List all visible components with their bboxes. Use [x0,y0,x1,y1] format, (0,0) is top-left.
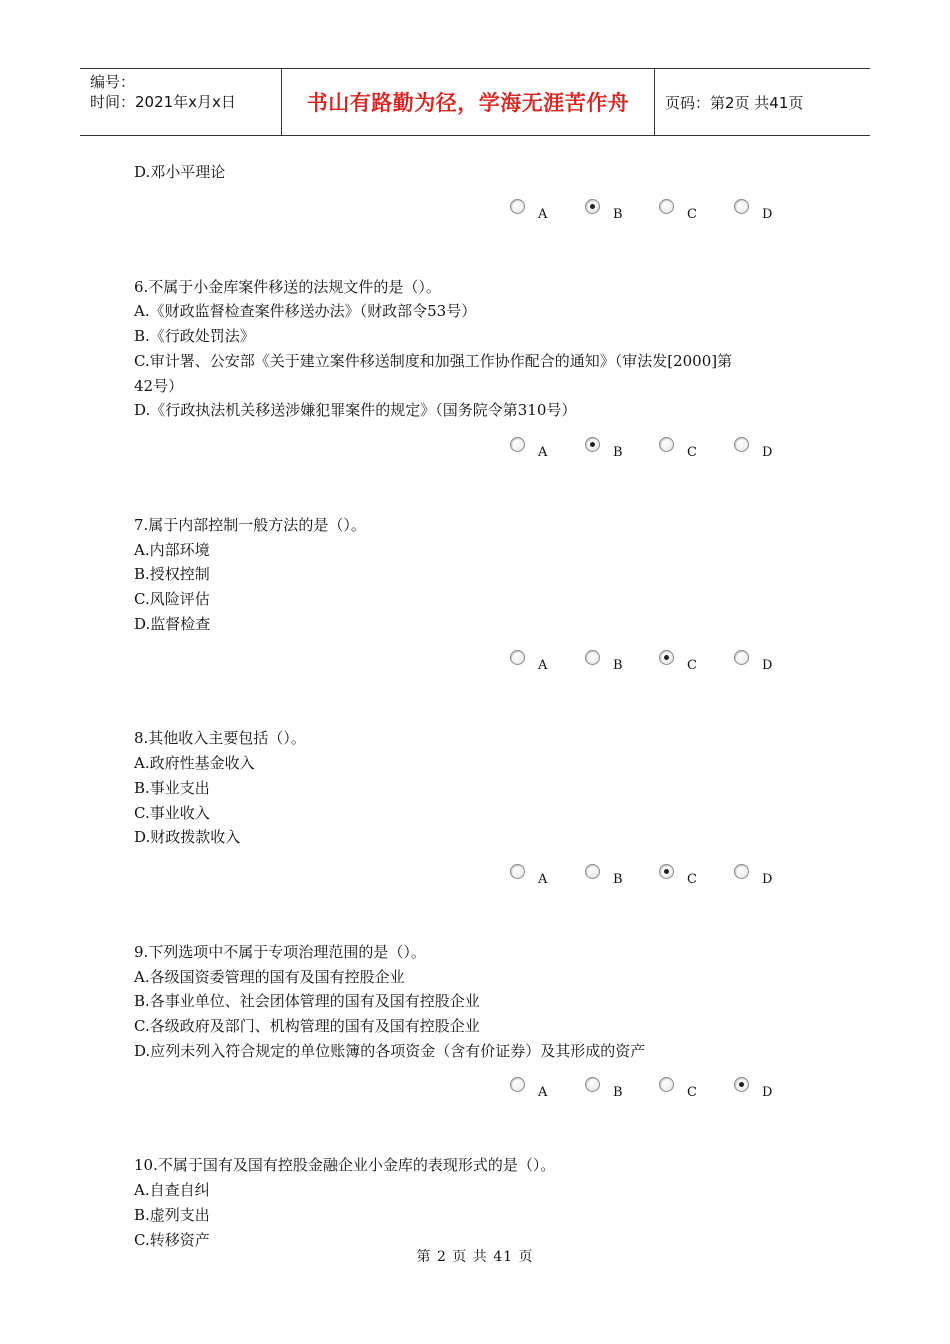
answer-choice-text: A.内部环境 [134,540,210,559]
option-a[interactable] [510,199,570,229]
option-label: B [613,658,623,674]
question-block [134,275,834,473]
question-block-previous [134,160,834,235]
answer-choice-text: C.转移资产 [134,1230,210,1249]
answer-choice-text: C.各级政府及部门、机构管理的国有及国有控股企业 [134,1017,480,1036]
spacer [134,686,834,726]
option-d[interactable] [734,437,794,467]
option-label: C [687,206,697,222]
document-time-label: 时间：2021年x月x日 [90,93,236,111]
option-a[interactable] [510,864,570,894]
radio-button-d[interactable] [734,199,749,214]
option-a[interactable] [510,437,570,467]
answer-choice-text: D.财政拨款收入 [134,828,241,847]
answer-choice-text: A.《财政监督检查案件移送办法》（财政部令53号） [134,302,477,321]
spacer [134,1113,834,1153]
question-block [134,1153,834,1252]
question-block [134,940,834,1114]
header-info-cell [80,69,282,135]
option-label: C [687,444,697,460]
document-number-label: 编号： [90,73,136,91]
radio-button-c[interactable] [659,199,674,214]
option-label: C [687,658,697,674]
option-label: A [538,1085,548,1101]
option-b[interactable] [585,864,645,894]
option-label: A [538,871,548,887]
question-stem: 6.不属于小金库案件移送的法规文件的是（）。 [134,277,441,296]
radio-button-c[interactable] [659,864,674,879]
answer-choice-text: D.《行政执法机关移送涉嫌犯罪案件的规定》（国务院令第310号） [134,401,577,420]
option-label: B [613,1085,623,1101]
page-header [80,68,870,136]
answer-options [134,437,834,473]
option-c[interactable] [659,864,719,894]
question-stem: 10.不属于国有及国有控股金融企业小金库的表现形式的是（）。 [134,1156,556,1175]
answer-choice-text: B.授权控制 [134,565,210,584]
radio-button-a[interactable] [510,199,525,214]
answer-choice-text: B.《行政处罚法》 [134,327,255,346]
radio-button-b[interactable] [585,437,600,452]
answer-choice-text: C.事业收入 [134,803,210,822]
radio-button-d[interactable] [734,437,749,452]
option-label: B [613,206,623,222]
radio-button-b[interactable] [585,1077,600,1092]
option-c[interactable] [659,1077,719,1107]
answer-choice-text: 42号） [134,376,184,395]
option-d[interactable] [734,864,794,894]
option-d[interactable] [734,650,794,680]
answer-options [134,199,834,235]
radio-button-c[interactable] [659,437,674,452]
answer-choice-text: A.各级国资委管理的国有及国有控股企业 [134,967,405,986]
question-stem: 8.其他收入主要包括（）。 [134,729,306,748]
spacer [134,900,834,940]
option-label: D [762,444,773,460]
radio-button-d[interactable] [734,1077,749,1092]
answer-options [134,1077,834,1113]
option-label: D [762,1085,773,1101]
answer-choice-text: C.风险评估 [134,590,210,609]
option-d[interactable] [734,1077,794,1107]
question-stem: 9.下列选项中不属于专项治理范围的是（）。 [134,942,426,961]
radio-button-a[interactable] [510,437,525,452]
answer-choice-text: D.监督检查 [134,614,211,633]
option-label: D [762,871,773,887]
answer-choice-text: D.邓小平理论 [134,163,226,181]
answer-choice-text: B.事业支出 [134,778,210,797]
option-label: C [687,871,697,887]
option-label: C [687,1085,697,1101]
page-footer: 第 2 页 共 41 页 [416,1249,534,1265]
radio-button-b[interactable] [585,864,600,879]
answer-choice-text: D.应列未列入符合规定的单位账簿的各项资金（含有价证券）及其形成的资产 [134,1041,646,1060]
answer-choice-text: C.审计署、公安部《关于建立案件移送制度和加强工作协作配合的通知》（审法发[2000]第 [134,351,733,370]
option-c[interactable] [659,650,719,680]
header-page-number: 页码：第2页 共41页 [665,93,804,112]
radio-button-a[interactable] [510,864,525,879]
spacer [134,473,834,513]
option-a[interactable] [510,650,570,680]
option-label: A [538,444,548,460]
question-list [134,160,834,1252]
header-motto: 书山有路勤为径，学海无涯苦作舟 [282,69,655,135]
option-b[interactable] [585,437,645,467]
radio-button-d[interactable] [734,864,749,879]
radio-button-b[interactable] [585,199,600,214]
answer-options [134,650,834,686]
radio-button-a[interactable] [510,650,525,665]
answer-choice-text: A.自查自纠 [134,1181,210,1200]
answer-choice-text: B.虚列支出 [134,1205,210,1224]
radio-button-d[interactable] [734,650,749,665]
option-d[interactable] [734,199,794,229]
question-block [134,726,834,900]
spacer [134,235,834,275]
option-label: A [538,206,548,222]
option-b[interactable] [585,650,645,680]
answer-choice-text: B.各事业单位、社会团体管理的国有及国有控股企业 [134,992,480,1011]
option-label: D [762,206,773,222]
answer-choice-text: A.政府性基金收入 [134,754,255,773]
option-c[interactable] [659,437,719,467]
question-block [134,513,834,687]
radio-button-c[interactable] [659,1077,674,1092]
question-stem: 7.属于内部控制一般方法的是（）。 [134,515,366,534]
option-b[interactable] [585,1077,645,1107]
option-label: A [538,658,548,674]
radio-button-b[interactable] [585,650,600,665]
option-b[interactable] [585,199,645,229]
answer-options [134,864,834,900]
option-c[interactable] [659,199,719,229]
option-a[interactable] [510,1077,570,1107]
radio-button-c[interactable] [659,650,674,665]
option-label: B [613,871,623,887]
option-label: D [762,658,773,674]
option-label: B [613,444,623,460]
radio-button-a[interactable] [510,1077,525,1092]
